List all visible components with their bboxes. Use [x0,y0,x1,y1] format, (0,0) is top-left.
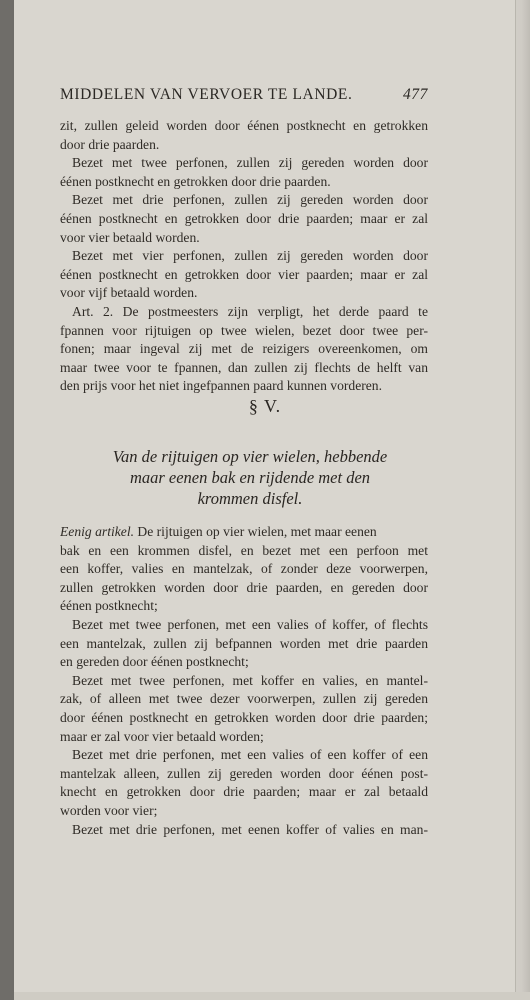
text-line: Bezet met drie perfonen, zullen zij gereden worden door [72,192,428,208]
text-line: en gereden door éénen postknecht; [60,654,249,670]
text-line: éénen postknecht en getrokken door drie paarden; maar er zal [60,210,428,226]
page-bottom-edge [14,992,530,1000]
text-line: éénen postknecht en getrokken door drie paarden. [60,173,331,189]
text-line: fpannen voor rijtuigen op twee wielen, bezet door twee per- [60,322,428,338]
section-title [0,446,500,509]
section-title-line: maar eenen bak en rijdende met den [129,468,371,487]
text-line: fonen; maar ingeval zij met de reizigers overeenkomen, om [60,341,428,357]
text-line: knecht en getrokken door drie paarden; maar er zal betaald [60,784,428,800]
text-line: Bezet met twee perfonen, met een valies of koffer, of flechts [72,616,428,632]
text-line: zak, of alleen met twee dezer voorwerpen, zullen zij gereden [60,691,428,707]
text-line: éénen postknecht en getrokken door vier paarden; maar er zal [60,266,428,282]
text-line-rest: De rijtuigen op vier wielen, met maar eenen [134,524,377,539]
text-line: zullen getrokken worden door drie paarden, en gereden door [60,579,428,595]
text-line: Bezet met twee perfonen, zullen zij gereden worden door [72,155,428,171]
text-line [60,523,428,542]
paragraph-block-2 [60,523,428,839]
text-line: zit, zullen geleid worden door éénen postknecht en getrokken [60,118,428,133]
text-line: Art. 2. De postmeesters zijn verpligt, het derde paard te [72,303,428,319]
text-line: Bezet met drie perfonen, met eenen koffer of valies en man- [72,821,428,837]
text-line: een mantelzak, zullen zij befpannen worden met drie paarden [60,635,428,651]
text-line: door drie paarden. [60,136,160,152]
section-title-line: Van de rijtuigen op vier wielen, hebbende [112,447,388,466]
paragraph-block-1 [60,117,428,396]
running-title: MIDDELEN VAN VERVOER TE LANDE. [60,86,353,103]
text-line: maar er zal voor vier betaald worden; [60,728,264,744]
text-line: den prijs voor het niet ingefpannen paard kunnen vorderen. [60,378,382,394]
text-line: maar twee voor te fpannen, dan zullen zij flechts de helft van [60,359,428,375]
text-line: voor vijf betaald worden. [60,285,198,301]
section-title-line: krommen disfel. [197,489,303,508]
text-line: door éénen postknecht en getrokken worden door drie paarden; [60,709,428,725]
text-line: mantelzak alleen, zullen zij gereden worden door éénen post- [60,765,428,781]
text-line: Bezet met vier perfonen, zullen zij gereden worden door [72,248,428,264]
text-line: éénen postknecht; [60,598,158,614]
page-header [60,86,428,108]
page-number: 477 [402,86,428,103]
text-line: bak en een krommen disfel, en bezet met een perfoon met [60,542,428,558]
article-label: Eenig artikel. [60,524,134,539]
text-line: worden voor vier; [60,802,158,818]
text-line: voor vier betaald worden. [60,229,200,245]
text-line: een koffer, valies en mantelzak, of zonder deze voorwerpen, [60,561,428,577]
text-line: Bezet met twee perfonen, met koffer en valies, en mantel- [72,672,428,688]
text-line: Bezet met drie perfonen, met een valies of een koffer of een [72,747,428,763]
section-heading: § V. [248,396,282,416]
page-edge [515,0,530,1000]
